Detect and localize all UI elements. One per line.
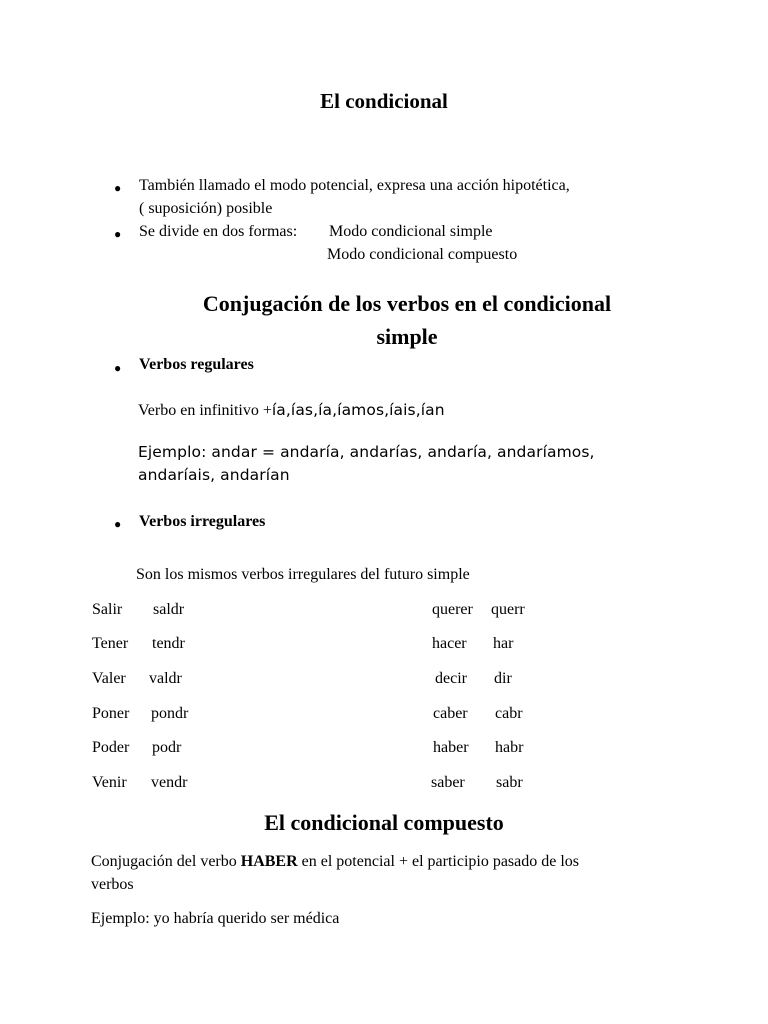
bullet-icon: ●	[114, 517, 122, 531]
irregular-verbs-label: Verbos irregulares	[139, 513, 266, 530]
intro-bullet-2-label: Se divide en dos formas:	[139, 223, 298, 240]
verb-infinitive: Valer	[92, 670, 126, 687]
compound-description-line-1	[91, 853, 579, 871]
rule-prefix: Verbo en infinitivo +	[138, 402, 272, 419]
verb-infinitive: hacer	[432, 635, 467, 652]
section-heading-simple-line-1: Conjugación de los verbos en el condicional	[202, 291, 612, 316]
verb-infinitive: Venir	[92, 774, 127, 791]
regular-verbs-label: Verbos regulares	[139, 356, 254, 373]
section-heading-compound: El condicional compuesto	[264, 810, 504, 835]
regular-example-line-1: Ejemplo: andar = andaría, andarías, andaría, andaríamos,	[138, 443, 595, 461]
verb-infinitive: Poner	[92, 705, 130, 722]
verb-stem: har	[493, 635, 514, 652]
verb-stem: querr	[491, 601, 525, 618]
compound-description-line-2: verbos	[91, 876, 134, 893]
irregular-note: Son los mismos verbos irregulares del futuro simple	[136, 566, 470, 583]
compound-example: Ejemplo: yo habría querido ser médica	[91, 910, 340, 927]
intro-bullet-1-line-1: También llamado el modo potencial, expresa una acción hipotética,	[139, 177, 570, 194]
verb-infinitive: haber	[433, 739, 469, 756]
compound-desc-prefix: Conjugación del verbo	[91, 853, 237, 870]
verb-stem: habr	[495, 739, 524, 756]
rule-endings: ía,ías,ía,íamos,íais,ían	[271, 401, 445, 419]
verb-stem: vendr	[151, 774, 188, 791]
regular-example-line-2: andaríais, andarían	[138, 466, 290, 484]
verb-stem: cabr	[495, 705, 523, 722]
verb-infinitive: caber	[433, 705, 468, 722]
verb-infinitive: querer	[432, 601, 473, 618]
section-heading-simple-line-2: simple	[376, 324, 438, 349]
bullet-icon: ●	[114, 227, 122, 241]
intro-bullet-1-line-2: ( suposición) posible	[139, 200, 273, 217]
compound-desc-suffix: en el potencial + el participio pasado de los	[301, 853, 580, 870]
form-simple: Modo condicional simple	[329, 223, 493, 240]
verb-infinitive: decir	[435, 670, 467, 687]
compound-desc-verb: HABER	[240, 853, 298, 870]
page-title: El condicional	[320, 89, 448, 113]
verb-stem: valdr	[149, 670, 182, 687]
verb-infinitive: Poder	[92, 739, 130, 756]
bullet-icon: ●	[114, 181, 122, 195]
bullet-icon: ●	[114, 361, 122, 375]
verb-stem: saldr	[153, 601, 185, 618]
form-compound: Modo condicional compuesto	[327, 246, 518, 263]
verb-stem: podr	[152, 739, 182, 756]
conjugation-rule	[138, 401, 445, 420]
verb-infinitive: saber	[431, 774, 465, 791]
verb-infinitive: Salir	[92, 601, 123, 618]
verb-stem: dir	[494, 670, 512, 687]
verb-stem: sabr	[496, 774, 523, 791]
verb-infinitive: Tener	[92, 635, 129, 652]
verb-stem: tendr	[152, 635, 185, 652]
verb-stem: pondr	[151, 705, 189, 722]
